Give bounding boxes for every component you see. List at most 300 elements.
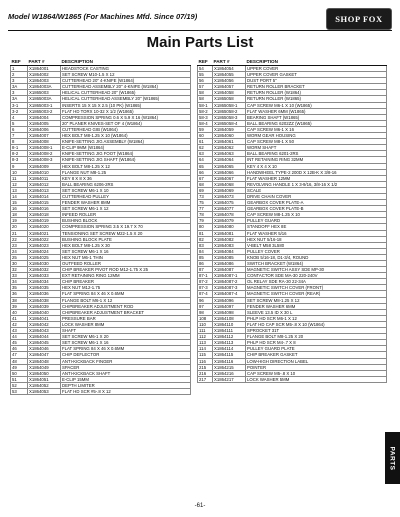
part-number-cell: X1864087-3 [213,285,246,291]
ref-cell: 50 [11,370,28,376]
ref-cell: 16 [11,206,28,212]
part-number-cell: X1864047 [28,352,61,358]
part-number-cell: X1864112 [213,334,246,340]
description-cell: POINTER [246,364,387,370]
description-cell: INSERTS 15 X 15 X 2.5 (10 PK) (W1865) [61,102,191,108]
part-number-cell: X1864041 [28,315,61,321]
ref-cell: 33 [11,273,28,279]
description-cell: SLEEVE 13.5 ID X 30 L [246,309,387,315]
ref-cell: 51 [11,376,28,382]
ref-cell: 32 [11,267,28,273]
description-cell: E-CLIP 9MM (W1864) [61,145,191,151]
part-number-cell: X1865058-1 [213,102,246,108]
ref-cell: 87-3 [198,285,213,291]
description-cell: RETURN ROLLER (W1865) [246,96,387,102]
ref-cell: 22 [11,236,28,242]
part-number-cell: X1864077 [213,206,246,212]
part-number-cell: X1864030 [28,261,61,267]
ref-cell: 8 [11,139,28,145]
part-number-cell: X1864021 [28,230,61,236]
description-cell: TENSIONING SET SCREW M22-1.5 X 20 [61,230,191,236]
ref-cell: 41 [11,315,28,321]
ref-cell: 8-1 [11,145,28,151]
description-cell: FLANGE NUT M8-1.25 [61,169,191,175]
description-cell: FENDER WASHER 6MM [246,303,387,309]
ref-cell: 79 [198,218,213,224]
description-cell: OUTFEED ROLLER [61,261,191,267]
description-cell: CHIP BREAKER PIVOT ROD M12-1.75 X 25 [61,267,191,273]
description-cell: SPROCKET 31T [246,328,387,334]
part-number-cell: X1864062 [213,145,246,151]
description-cell: CONTACTOR SDE MA-30 220-240V [246,273,387,279]
description-cell: DEPTH LIMITER [61,382,191,388]
logo-text: SHOP FOX [335,14,383,24]
ref-cell: 40 [11,309,28,315]
part-number-cell: X1864003A [28,84,61,90]
description-cell: HEX BOLT M8-1.25 X 30 [61,242,191,248]
description-cell: SPACER [61,364,191,370]
description-cell: LOW-HIGH DIRECTION LABEL [246,358,387,364]
description-cell: E-CLIP 15MM [61,376,191,382]
description-cell: LOCK WASHER 8MM [61,321,191,327]
ref-cell: 25 [11,254,28,260]
description-cell: INFEED ROLLER [61,212,191,218]
ref-cell: 3-2 [11,108,28,114]
ref-cell: 39 [11,303,28,309]
ref-cell: 78 [198,212,213,218]
ref-cell: 60 [198,133,213,139]
ref-cell: 64 [198,157,213,163]
description-cell: BUSHING BLOCK PLATE [61,236,191,242]
ref-cell: 87-1 [198,273,213,279]
part-number-cell: X1864057 [213,84,246,90]
part-number-cell: X1865058-2 [213,108,246,114]
description-cell: SET SCREW M6-1 X 16 [61,248,191,254]
part-number-cell: X1864003 [28,78,61,84]
ref-cell: 83 [198,242,213,248]
ref-cell: 49 [11,364,28,370]
ref-cell: 110 [198,321,213,327]
description-cell: HELICAL CUTTERHEAD 20" (W1865) [61,90,191,96]
ref-cell: 55 [198,72,213,78]
description-cell: FLAT HD SCR #5-.8 X 12 [61,388,191,394]
ref-cell: 116 [198,358,213,364]
part-number-cell: X1864055 [213,72,246,78]
part-number-cell: X1864114 [213,346,246,352]
ref-cell: 61 [198,139,213,145]
ref-cell: 98 [198,309,213,315]
ref-cell: 3-1 [11,102,28,108]
part-number-cell: X1864116 [213,358,246,364]
description-cell: SET SCREW M6-1 X 20 [61,334,191,340]
part-number-cell: X1864216 [213,370,246,376]
description-cell: HEX NUT 5/16-18 [246,236,387,242]
part-number-cell: X1864096 [213,297,246,303]
ref-cell: 24 [11,248,28,254]
ref-cell: 56 [198,78,213,84]
description-cell: BEARING SHAFT (W1865) [246,114,387,120]
description-cell: KNIFE-SETTING JIG ASSEMBLY (W1864) [61,139,191,145]
part-number-cell: X1864045 [28,340,61,346]
part-number-cell: X1864012 [28,181,61,187]
part-number-cell: X1864067 [213,175,246,181]
description-cell: SHAFT [61,328,191,334]
part-number-cell: X1864073 [213,193,246,199]
description-cell: RETURN ROLLER (W1864) [246,90,387,96]
ref-cell: 57 [198,84,213,90]
part-number-cell: X1865003 [28,90,61,96]
ref-cell: 3 [11,78,28,84]
part-number-cell: X1864005 [28,120,61,126]
description-cell: CHIPBREAKER ADJUSTMENT BRACKET [61,309,191,315]
ref-cell: 62 [198,145,213,151]
header-divider [8,30,392,31]
part-number-cell: X1864054 [213,66,246,72]
ref-cell: 84 [198,248,213,254]
description-cell: CUTTERHEAD ASSEMBLY 20" 4-KNIFE (W1864) [61,84,191,90]
description-cell: LOCK WASHER 5MM [246,376,387,382]
part-number-cell: X1864087-2 [213,279,246,285]
description-cell: FLAT WASHER 5/16 [246,230,387,236]
part-number-cell: X1864066 [213,169,246,175]
ref-cell: 67 [198,175,213,181]
ref-cell: 86 [198,261,213,267]
description-cell: FLAT SPRING 84 X 46 X 0.6MM [61,346,191,352]
ref-cell: 46 [11,346,28,352]
description-cell: CAP SCREW M8-1 X 50 [246,139,387,145]
ref-cell: 73 [198,193,213,199]
ref-cell: 54 [198,66,213,72]
ref-cell: 114 [198,346,213,352]
description-cell: GEARBOX COVER PLATE-B [246,206,387,212]
part-number-cell: X1864078 [213,212,246,218]
part-number-cell: X1864065 [213,163,246,169]
ref-cell: 47 [11,352,28,358]
ref-cell: 66 [198,169,213,175]
part-number-cell: X1864083 [213,242,246,248]
description-cell: FLANGE BOLT M6-1 X 12 [61,297,191,303]
description-cell: KEY 4 X 4 X 10 [246,163,387,169]
part-number-cell: X1864108 [213,315,246,321]
ref-cell: 108 [198,315,213,321]
description-cell: HEX BOLT M8-1.25 X 10 (W1864) [61,133,191,139]
description-cell: PULLEY GUARD PLATE [246,346,387,352]
part-number-cell: X1864008-1 [28,145,61,151]
description-cell: CAP SCREW M6-1 X 10 (W1865) [246,102,387,108]
part-number-cell: X1864013 [28,187,61,193]
part-number-cell: X1864016 [28,206,61,212]
part-number-cell: X1864217 [213,376,246,382]
part-number-cell: X1864058 [213,90,246,96]
part-number-cell: X1864060 [213,133,246,139]
ref-cell: 77 [198,206,213,212]
description-column-header: DESCRIPTION [61,58,191,66]
ref-cell: 96 [198,297,213,303]
part-number-cell: X1864049 [28,364,61,370]
ref-cell: 65 [198,163,213,169]
ref-cell: 81 [198,230,213,236]
description-cell: PULLEY GUARD [246,218,387,224]
description-cell: UPPER COVER GASKET [246,72,387,78]
part-number-cell: X1864086 [213,261,246,267]
ref-cell: 3A [11,84,28,90]
part-number-cell: X1864085 [213,254,246,260]
part-number-cell: X1864024 [28,248,61,254]
description-column-header: DESCRIPTION [246,58,387,66]
side-tab-label: PARTS [389,445,396,471]
description-cell: FLAT WASHER 12MM [246,175,387,181]
part-number-cell: X1864064 [213,157,246,163]
part-number-cell: X1864043 [28,328,61,334]
description-cell: WORM GEAR HOUSING [246,133,387,139]
part-number-cell: X1865058-4 [213,120,246,126]
page-title: Main Parts List [146,34,254,51]
description-cell: HEX NUT M12-1.75 [61,285,191,291]
part-number-cell: X1864111 [213,328,246,334]
table-header-row [11,58,191,66]
ref-cell: 112 [198,334,213,340]
table-header-row [198,58,387,66]
description-cell: HEX NUT M6-1 THIN [61,254,191,260]
description-cell: SET SCREW M6-1 X 10 [61,187,191,193]
description-cell: CHIP BREAKER [61,279,191,285]
description-cell: BALL BEARING 6201-2RS [246,151,387,157]
table-row [11,388,191,394]
ref-cell: 216 [198,370,213,376]
description-cell: FLAT HD TORX 10-32 X 1/2 (W1865) [61,108,191,114]
description-cell: KEY 8 X 8 X 36 [61,175,191,181]
part-number-cell: X1864032 [28,267,61,273]
part-number-cell: X1864007 [28,133,61,139]
ref-cell: 18 [11,212,28,218]
description-cell: SET SCREW M10-1.5 X 12 [61,72,191,78]
description-cell: PHLP HD SCR M4-.7 X 8 [246,340,387,346]
description-cell: CUTTERHEAD 20" 4-KNIFE (W1864) [61,78,191,84]
part-number-cell: X1864053 [28,388,61,394]
part-number-cell: X1864097 [213,303,246,309]
part-number-cell: X1864087-4 [213,291,246,297]
description-cell: FLANGE BOLT M8-1.25 X 20 [246,334,387,340]
ref-cell: 69 [198,187,213,193]
description-cell: MAGNETIC SWITCH COVER (FRONT) [246,285,387,291]
part-number-cell: X1865003-1 [28,102,61,108]
part-number-cell: X1864052 [28,382,61,388]
ref-cell: 111 [198,328,213,334]
part-number-cell: X1864056 [213,78,246,84]
ref-cell: 48 [11,358,28,364]
ref-cell: 2 [11,72,28,78]
ref-cell: 82 [198,236,213,242]
part-number-cell: X1865058 [213,96,246,102]
description-cell: HANDWHEEL TYPE-2 200D X 12B-K X 3/8-16 [246,169,387,175]
part-number-cell: X1864050 [28,370,61,376]
description-cell: STANDOFF HEX 8E [246,224,387,230]
shop-fox-logo [326,8,392,30]
description-cell: HEADSTOCK CASTING [61,66,191,72]
ref-cell: 30 [11,261,28,267]
description-cell: BALL BEARING 6202ZZ (W1865) [246,120,387,126]
description-cell: FLAT HD CAP SCR M5-.8 X 10 (W1864) [246,321,387,327]
ref-cell: 14 [11,193,28,199]
description-cell: SET SCREW M6-1 X 12 [61,206,191,212]
ref-cell: 6 [11,126,28,132]
ref-cell: 58 [198,96,213,102]
page-header [8,8,392,30]
part-number-cell: X1864115 [213,352,246,358]
description-cell: SET SCREW M8-1.25 X 12 [246,297,387,303]
ref-cell: 3 [11,90,28,96]
description-cell: CAP SCREW M5-.8 X 10 [246,370,387,376]
description-cell: CAP SCREW M8-1.25 X 10 [246,212,387,218]
description-cell: CAP SCREW M6-1 X 16 [246,126,387,132]
ref-cell: 36 [11,291,28,297]
description-cell: MAGNETIC SWITCH COVER (REAR) [246,291,387,297]
part-number-cell: X1864002 [28,72,61,78]
part-number-cell: X1864082 [213,236,246,242]
description-cell: PHLP HD SCR M6-1 X 12 [246,315,387,321]
ref-cell: 217 [198,376,213,382]
part-number-cell: X1864036 [28,291,61,297]
part-number-cell: X1865003A [28,96,61,102]
part-number-cell: X1864015 [28,200,61,206]
description-cell: ANTI-KICKBACK FINGER [61,358,191,364]
ref-cell: 1 [11,66,28,72]
ref-cell: 34 [11,279,28,285]
description-cell: FLAT SPRING 84 X 46 X 0.6MM [61,291,191,297]
description-cell: KNIFE-SETTING JIG FOOT (W1864) [61,151,191,157]
description-cell: DUST PORT 5" [246,78,387,84]
ref-cell: 8-2 [11,151,28,157]
part-number-cell: X1864039 [28,303,61,309]
ref-cell: 21 [11,230,28,236]
part-number-cell: X1864084 [213,248,246,254]
ref-cell: 68 [198,181,213,187]
part-number-cell: X1864079 [213,218,246,224]
description-cell: SCALE [246,187,387,193]
part-number-cell: X1865058-3 [213,114,246,120]
description-cell: EXT RETAINING RING 12MM [61,273,191,279]
part-number-cell: X1864087-1 [213,273,246,279]
model-title: Model W1864/W1865 (For Machines Mfd. Since 07/19) [8,12,198,21]
ref-cell: 45 [11,340,28,346]
description-cell: MAGNETIC SWITCH ASSY SDE MP-30 [246,267,387,273]
page-number: -61- [194,503,206,509]
ref-cell: 58-3 [198,114,213,120]
description-cell: HELICAL CUTTERHEAD ASSEMBLY 20" (W1865) [61,96,191,102]
part-number-cell: X1864020 [28,224,61,230]
ref-cell: 53 [11,388,28,394]
ref-cell: 20 [11,224,28,230]
description-cell: HEX BOLT M8-1.25 X 12 [61,163,191,169]
ref-cell: 80 [198,224,213,230]
ref-cell: 58-2 [198,108,213,114]
ref-cell: 12 [11,181,28,187]
ref-cell: 15 [11,200,28,206]
part-number-cell: X1864051 [28,376,61,382]
description-cell: BALL BEARING 6206-2RS [61,181,191,187]
ref-cell: 19 [11,218,28,224]
part-number-cell: X1864081 [213,230,246,236]
description-cell: OL RELAY SDE RA-30 22-34A [246,279,387,285]
part-number-cell: X1864075 [213,200,246,206]
part-number-cell: X1864009 [28,163,61,169]
description-cell: SWITCH BRACKET (W1864) [246,261,387,267]
part-number-cell: X1864087 [213,267,246,273]
part-number-cell: X1864034 [28,279,61,285]
part-number-cell: X1864008-2 [28,151,61,157]
ref-cell: 5 [11,120,28,126]
description-cell: INT RETAINING RING 32MM [246,157,387,163]
description-cell: FENDER WASHER 8MM [61,200,191,206]
part-number-cell: X1864061 [213,139,246,145]
ref-cell: 38 [11,297,28,303]
part-number-cell: X1864110 [213,321,246,327]
description-cell: WORM SHAFT [246,145,387,151]
part-number-cell: X1864006 [28,126,61,132]
description-cell: REVOLVING HANDLE 1 X 3-9/16, 3/8-16 X 1/2 [246,181,387,187]
ref-cell: 7 [11,133,28,139]
parts-section-tab [385,432,400,484]
description-cell: PULLEY COVER [246,248,387,254]
description-cell: CUTTERHEAD GIB (W1864) [61,126,191,132]
description-cell: KNOB 5/16-18, D1-3/4, ROUND [246,254,387,260]
part-number-cell: X1864048 [28,358,61,364]
description-cell: CUTTERHEAD PULLEY [61,193,191,199]
description-cell: RETURN ROLLER BRACKET [246,84,387,90]
ref-cell: 8-3 [11,157,28,163]
ref-cell: 4 [11,114,28,120]
part-number-cell: X1864019 [28,218,61,224]
ref-cell: 85 [198,254,213,260]
part-number-cell: X1864038 [28,297,61,303]
part-number-cell: X1864098 [213,309,246,315]
ref-column-header: REF [198,58,213,66]
part-number-cell: X1864113 [213,340,246,346]
ref-cell: 59 [198,126,213,132]
part-number-cell: X1865003-2 [28,108,61,114]
ref-cell: 35 [11,285,28,291]
description-cell: BUSHING BLOCK [61,218,191,224]
table-row [198,376,387,382]
description-cell: GEARBOX COVER PLATE-A [246,200,387,206]
description-cell: V-BELT M58 3L580 [246,242,387,248]
description-cell: DRIVE CHAIN COVER [246,193,387,199]
description-cell: CHIP DEFLECTOR [61,352,191,358]
part-number-cell: X1864069 [213,187,246,193]
parts-table-left [10,58,191,395]
ref-cell: 58-1 [198,102,213,108]
part-column-header: PART # [28,58,61,66]
description-cell: COMPRESSION SPRING 3.5 X 19.7 X 70 [61,224,191,230]
part-number-cell: X1864215 [213,364,246,370]
ref-cell: 11 [11,175,28,181]
part-number-cell: X1864042 [28,321,61,327]
description-cell: COMPRESSION SPRING 0.6 X 5.9 X 16 (W1864) [61,114,191,120]
part-column-header: PART # [213,58,246,66]
ref-cell: 113 [198,340,213,346]
ref-cell: 13 [11,187,28,193]
description-cell: ANTI-KICKBACK SHAFT [61,370,191,376]
description-cell: CHIPBREAKER ADJUSTMENT ROD [61,303,191,309]
part-number-cell: X1864068 [213,181,246,187]
part-number-cell: X1864011 [28,175,61,181]
ref-cell: 63 [198,151,213,157]
part-number-cell: X1864040 [28,309,61,315]
ref-cell: 87-2 [198,279,213,285]
ref-cell: 58 [198,90,213,96]
part-number-cell: X1864033 [28,273,61,279]
part-number-cell: X1864004 [28,114,61,120]
